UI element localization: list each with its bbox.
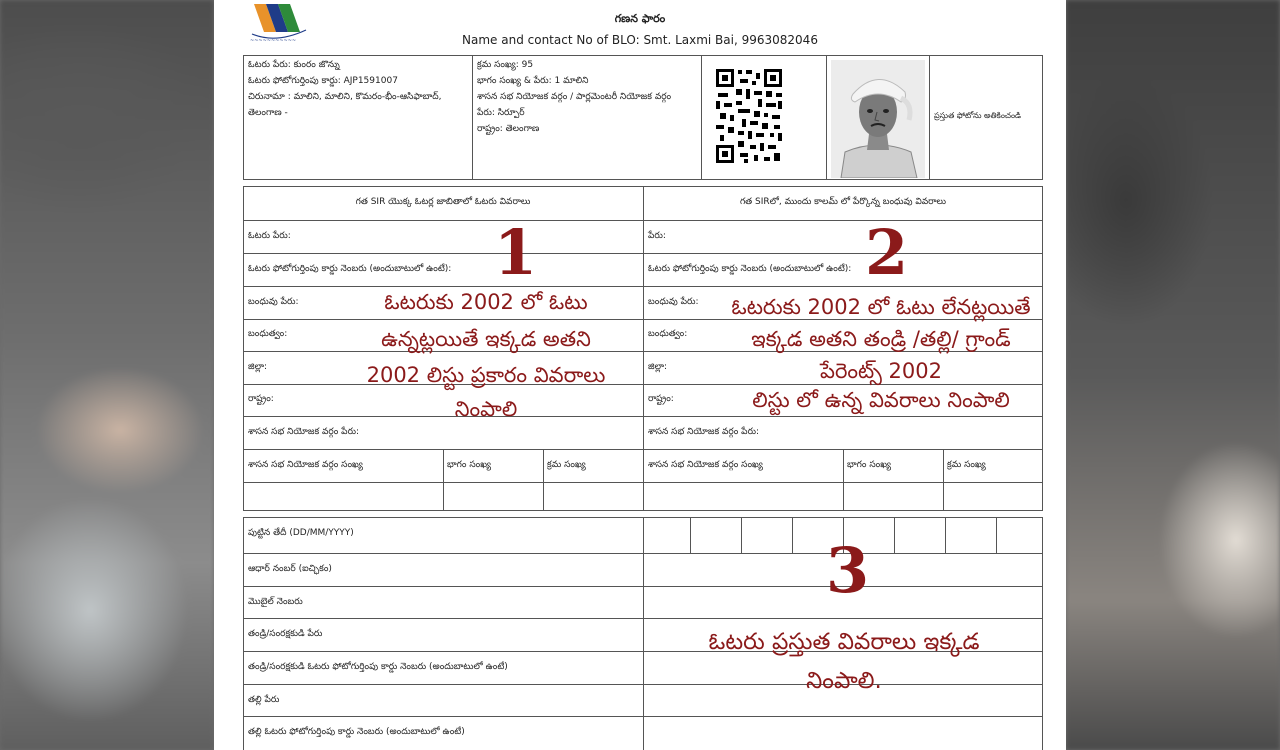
s2-part-number: భాగం సంఖ్య [847, 460, 892, 470]
s2-serial-number: క్రమ సంఖ్య [947, 460, 986, 470]
serial-number: క్రమ సంఖ్య: 95 [477, 60, 534, 70]
voter-photo [831, 60, 925, 178]
s1-voter-name: ఓటరు పేరు: [248, 231, 291, 241]
voter-epic: ఓటరు ఫోటోగుర్తింపు కార్డు: AJP1591007 [248, 76, 398, 86]
voter-address: చిరునామా : మాలిని, మాలిని, కొమరం-భీం-ఆసిఫాబాద్, [248, 92, 442, 102]
s2-state: రాష్ట్రం: [648, 394, 674, 404]
s1-district: జిల్లా: [248, 362, 268, 372]
annotation-number-2: 2 [865, 216, 909, 289]
enumeration-form-document: ~~~~~~~~~~~ గణన ఫారం Name and contact No of BLO: Smt. Laxmi Bai, 9963082046 ఓటరు పేరు: కుంరం జొన్ను ఓటరు ఫోటోగుర్తింపు కార్డు: AJP1591007 చిరునామా : మాలిని, మాలిని, కొమరం-భీం-ఆసిఫాబాద్, తెలంగాణ - క్రమ సంఖ్య: 95 భాగం సంఖ్య & పేరు: 1 మాలిని శాసన సభ నియోజక వర్గం / పార్లమెంటరీ నియోజక వర్గం పేరు: సిర్పూర్ రాష్ట్రం: తెలంగాణ ప్రస్తుత ఫోటోను అతికించండి గత SIR యొక్క ఓటర్ల జాబితాలో ఓటరు వివరాలు గత SIRలో, ముందు కాలమ్ లో పేర్కొన్న బంధువు వివరాలు ఓటరు పేరు: ఓటరు ఫోటోగుర్తింపు కార్డు నెంబరు (అందుబాటులో ఉంటే): బంధువు పేరు: బంధుత్వం: జిల్లా: రాష్ట్రం: శాసన సభ నియోజక వర్గం పేరు: శాసన సభ నియోజక వర్గం సంఖ్య భాగం సంఖ్య క్రమ సంఖ్య పేరు: ఓటరు ఫోటోగుర్తింపు కార్డు నెంబరు (అందుబాటులో ఉంటే): బంధువు పేరు: బంధుత్వం: జిల్లా: రాష్ట్రం: శాసన సభ నియోజక వర్గం పేరు: శాసన సభ నియోజక వర్గం సంఖ్య భాగం సంఖ్య క్రమ సంఖ్య పుట్టిన తేదీ (DD/MM/YYYY) ఆధార్ నంబర్ (ఐచ్ఛికం) మొబైల్ నెంబరు తండ్రి/సంరక్షకుడి పేరు తండ్రి/సంరక్షకుడి ఓటరు ఫోటోగుర్తింపు కార్డు నెంబరు (అందుబాటులో ఉంటే) తల్లి పేరు తల్లి ఓటరు ఫోటోగుర్తింపు కార్డు నెంబరు (అందుబాటులో ఉంటే) 1 ఓటరుకు 2002 లో ఓటు ఉన్నట్లయితే ఇక్కడ అతని 2002 లిస్టు ప్రకారం వివరాలు నింపాలి 2 ఓటరుకు 2002 లో ఓటు లేనట్లయితే ఇక్కడ అతని తండ్రి /తల్లి/ గ్రాండ్ పేరెంట్స్ 2002 లిస్టు లో ఉన్న వివరాలు నింపాలి 3 ఓటరు ప్రస్తుత వివరాలు ఇక్కడ నింపాలి. [214, 0, 1066, 750]
s2-constituency-name: శాసన సభ నియోజక వర్గం పేరు: [648, 427, 760, 437]
s3-dob: పుట్టిన తేదీ (DD/MM/YYYY) [248, 528, 354, 538]
s3-mother-name: తల్లి పేరు [248, 695, 280, 705]
s1-serial-number: క్రమ సంఖ్య [547, 460, 586, 470]
s1-part-number: భాగం సంఖ్య [447, 460, 492, 470]
voter-state: తెలంగాణ - [248, 108, 288, 118]
blurred-background-right [1066, 0, 1280, 750]
form-title: గణన ఫారం [614, 12, 666, 25]
s1-constituency-name: శాసన సభ నియోజక వర్గం పేరు: [248, 427, 360, 437]
s2-district: జిల్లా: [648, 362, 668, 372]
section1-header: గత SIR యొక్క ఓటర్ల జాబితాలో ఓటరు వివరాలు [355, 197, 531, 207]
s2-epic: ఓటరు ఫోటోగుర్తింపు కార్డు నెంబరు (అందుబాటులో ఉంటే): [648, 264, 852, 274]
constituency-label: శాసన సభ నియోజక వర్గం / పార్లమెంటరీ నియోజక వర్గం [477, 92, 672, 102]
s2-constituency-number: శాసన సభ నియోజక వర్గం సంఖ్య [648, 460, 763, 470]
s1-constituency-number: శాసన సభ నియోజక వర్గం సంఖ్య [248, 460, 363, 470]
constituency-name: పేరు: సిర్పూర్ [477, 108, 525, 118]
annotation-number-1: 1 [494, 216, 538, 289]
s3-father-epic: తండ్రి/సంరక్షకుడి ఓటరు ఫోటోగుర్తింపు కార్డు నెంబరు (అందుబాటులో ఉంటే) [248, 662, 508, 672]
svg-text:~~~~~~~~~~~: ~~~~~~~~~~~ [250, 38, 297, 44]
blurred-background-left [0, 0, 214, 750]
section2-header: గత SIRలో, ముందు కాలమ్ లో పేర్కొన్న బంధువు వివరాలు [739, 197, 947, 207]
s3-mother-epic: తల్లి ఓటరు ఫోటోగుర్తింపు కార్డు నెంబరు (అందుబాటులో ఉంటే) [248, 727, 465, 737]
s2-relative-name: బంధువు పేరు: [648, 297, 699, 307]
s1-relation: బంధుత్వం: [248, 329, 288, 339]
paste-photo-note: ప్రస్తుత ఫోటోను అతికించండి [934, 111, 1021, 120]
s1-voter-epic: ఓటరు ఫోటోగుర్తింపు కార్డు నెంబరు (అందుబాటులో ఉంటే): [248, 264, 452, 274]
s3-father-name: తండ్రి/సంరక్షకుడి పేరు [248, 629, 323, 639]
s3-mobile: మొబైల్ నెంబరు [248, 597, 303, 607]
annotation-number-3: 3 [826, 534, 870, 607]
voter-name: ఓటరు పేరు: కుంరం జొన్ను [248, 60, 340, 70]
part-number: భాగం సంఖ్య & పేరు: 1 మాలిని [477, 76, 589, 86]
s2-name: పేరు: [648, 231, 666, 241]
blo-contact: Name and contact No of BLO: Smt. Laxmi Bai, 9963082046 [462, 33, 818, 47]
s1-state: రాష్ట్రం: [248, 394, 274, 404]
s2-relation: బంధుత్వం: [648, 329, 688, 339]
s3-aadhaar: ఆధార్ నంబర్ (ఐచ్ఛికం) [248, 564, 332, 574]
state-name: రాష్ట్రం: తెలంగాణ [477, 124, 540, 134]
s1-relative-name: బంధువు పేరు: [248, 297, 299, 307]
qr-code [714, 67, 784, 165]
